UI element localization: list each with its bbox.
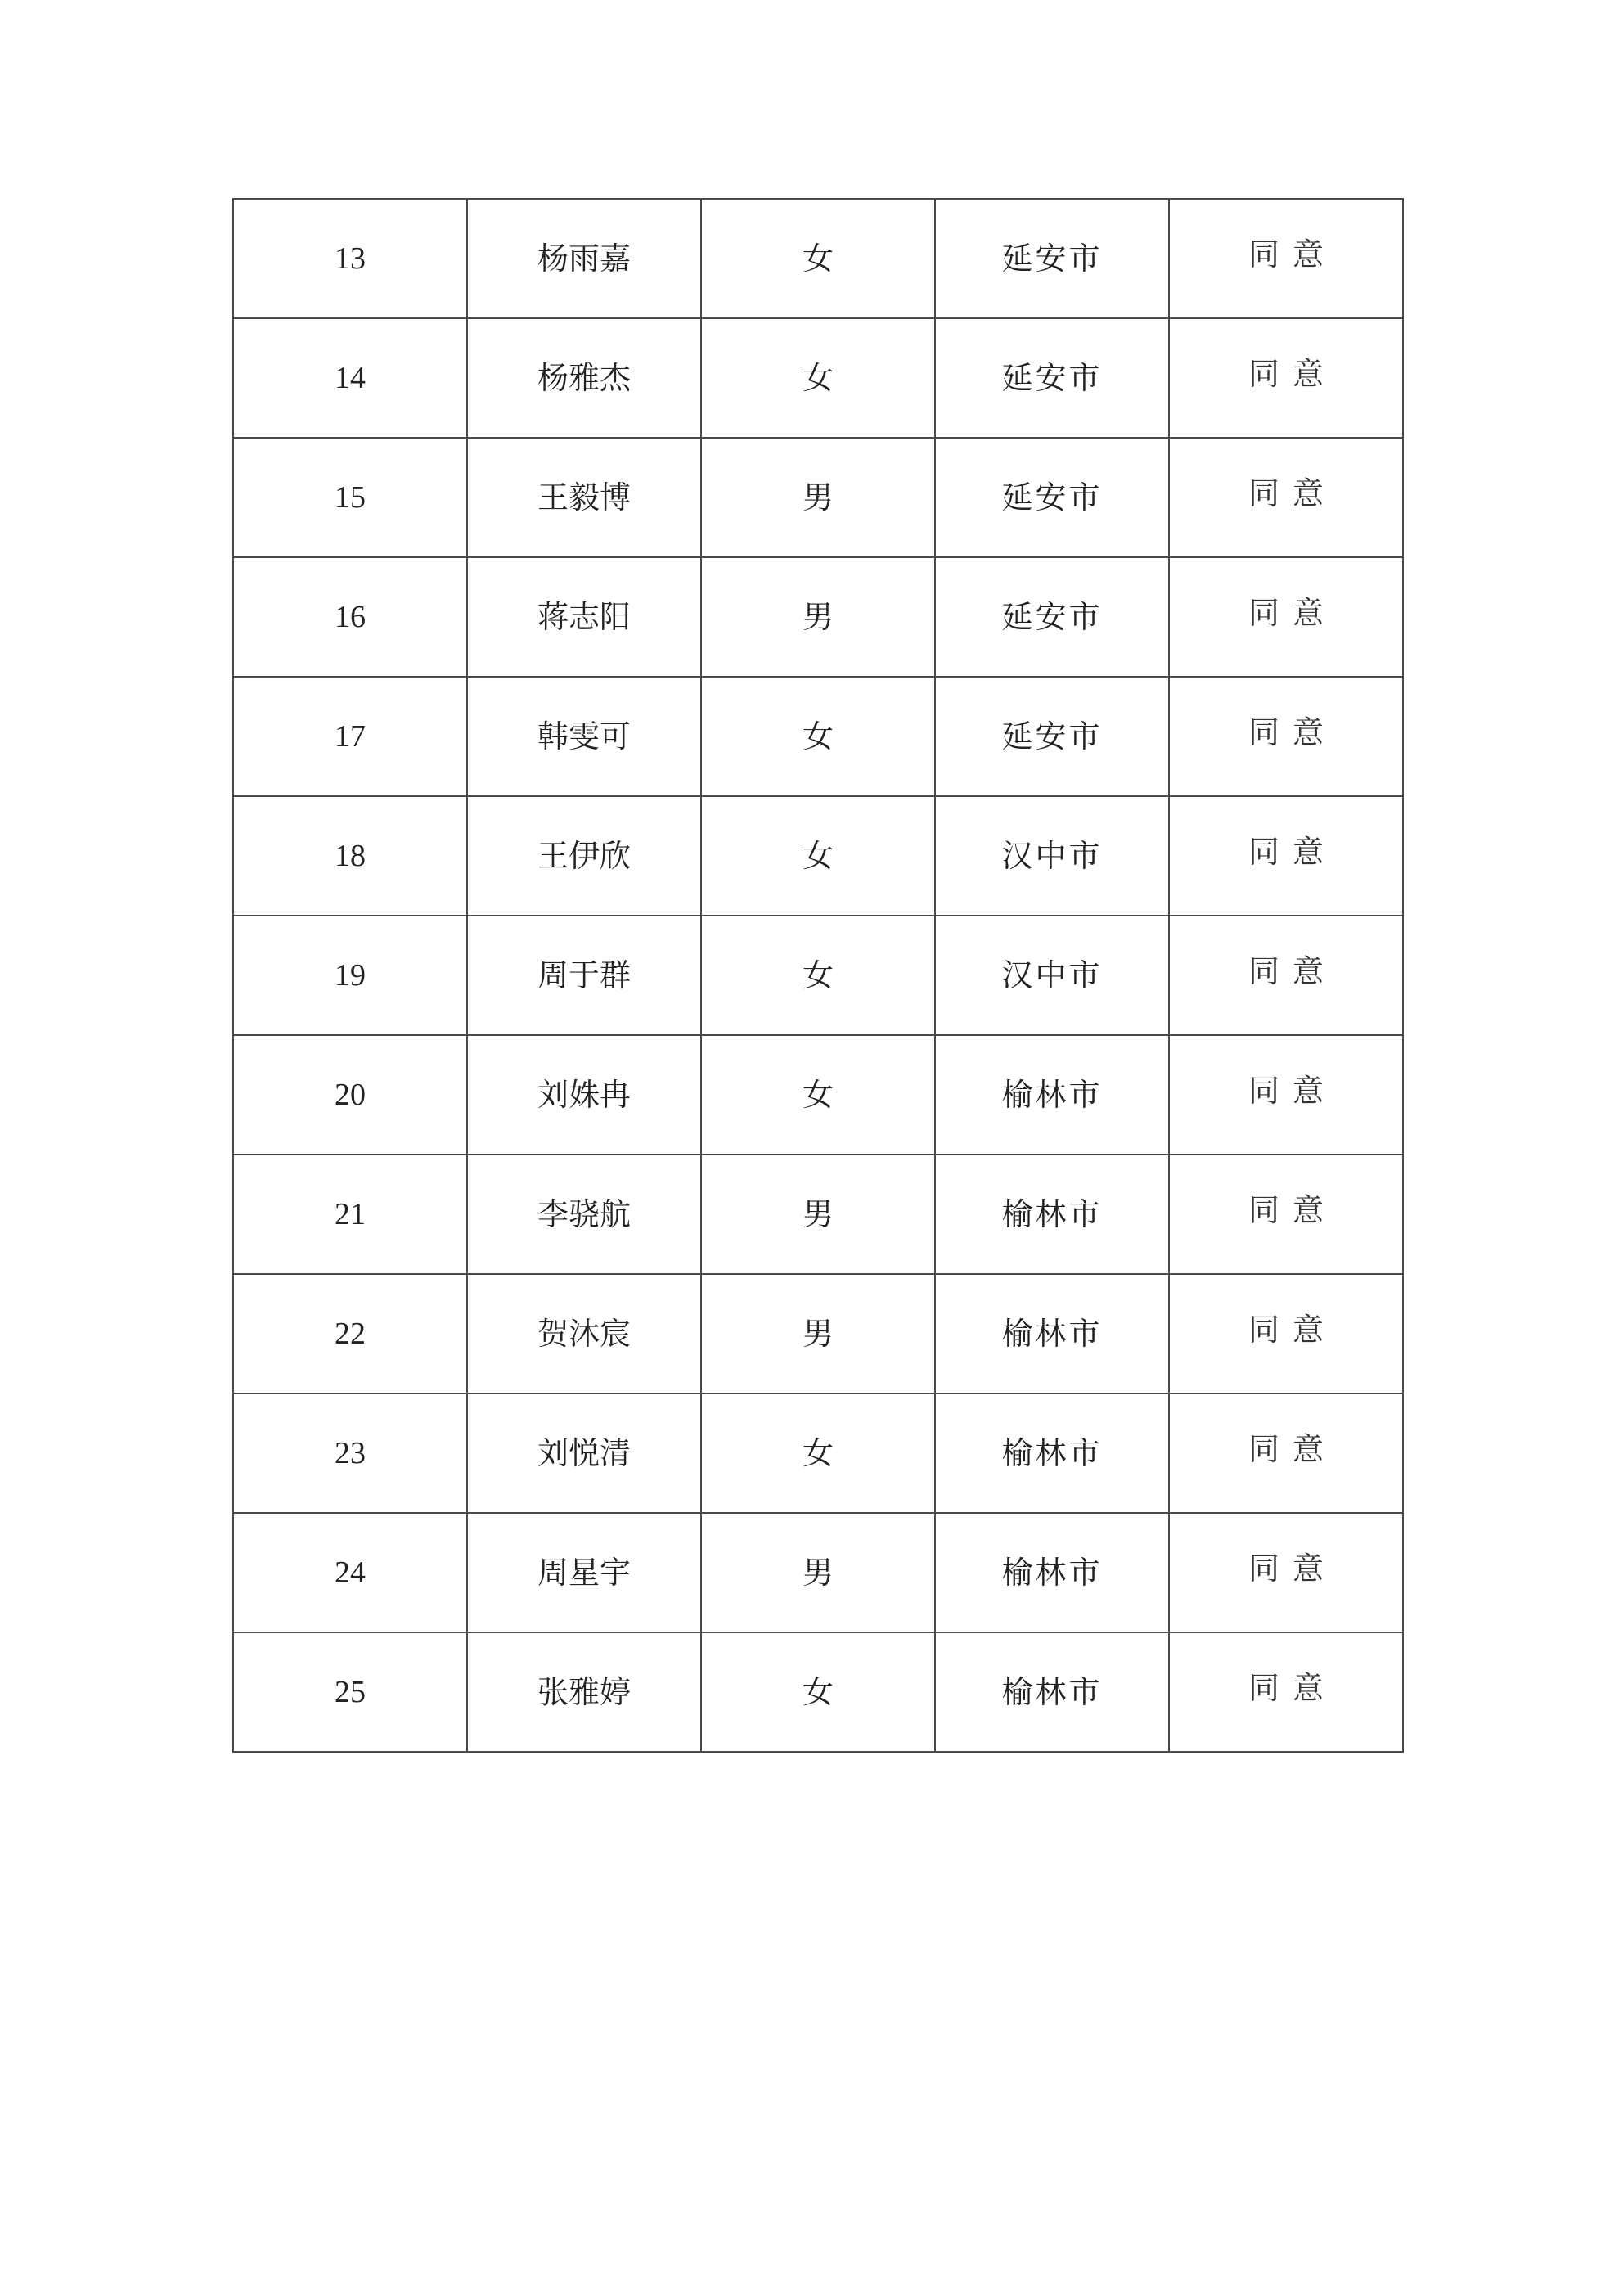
name-cell: 刘姝冉	[467, 1035, 701, 1155]
table-row	[233, 1274, 1403, 1393]
status-cell	[1169, 557, 1403, 677]
city-cell: 延安市	[935, 199, 1169, 318]
city-cell: 榆林市	[935, 1632, 1169, 1752]
table-row	[233, 796, 1403, 916]
row-number-cell: 21	[233, 1155, 467, 1274]
gender-cell: 女	[701, 1035, 935, 1155]
status-cell	[1169, 438, 1403, 557]
status-text: 同意	[1248, 475, 1337, 511]
row-number-cell: 24	[233, 1513, 467, 1632]
status-text: 同意	[1248, 236, 1337, 272]
city-cell: 榆林市	[935, 1155, 1169, 1274]
city-cell: 延安市	[935, 438, 1169, 557]
name-cell: 李骁航	[467, 1155, 701, 1274]
gender-cell: 男	[701, 1155, 935, 1274]
status-cell	[1169, 1393, 1403, 1513]
table-row	[233, 318, 1403, 438]
gender-cell: 女	[701, 677, 935, 796]
row-number-cell: 20	[233, 1035, 467, 1155]
name-cell: 张雅婷	[467, 1632, 701, 1752]
row-number-cell: 22	[233, 1274, 467, 1393]
status-text: 同意	[1248, 1192, 1337, 1228]
name-cell: 刘悦清	[467, 1393, 701, 1513]
status-cell	[1169, 318, 1403, 438]
status-text: 同意	[1248, 1073, 1337, 1109]
table-row	[233, 1393, 1403, 1513]
status-cell	[1169, 1513, 1403, 1632]
gender-cell: 男	[701, 438, 935, 557]
status-text: 同意	[1248, 953, 1337, 989]
city-cell: 榆林市	[935, 1513, 1169, 1632]
status-cell	[1169, 1632, 1403, 1752]
table-row	[233, 1632, 1403, 1752]
table-row	[233, 916, 1403, 1035]
roster-table-body	[233, 199, 1403, 1752]
row-number-cell: 17	[233, 677, 467, 796]
name-cell: 韩雯可	[467, 677, 701, 796]
name-cell: 王毅博	[467, 438, 701, 557]
name-cell: 杨雅杰	[467, 318, 701, 438]
status-cell	[1169, 1155, 1403, 1274]
gender-cell: 女	[701, 1632, 935, 1752]
status-text: 同意	[1248, 356, 1337, 392]
status-text: 同意	[1248, 595, 1337, 631]
status-cell	[1169, 796, 1403, 916]
row-number-cell: 25	[233, 1632, 467, 1752]
status-text: 同意	[1248, 1670, 1337, 1706]
name-cell: 周于群	[467, 916, 701, 1035]
status-cell	[1169, 199, 1403, 318]
row-number-cell: 16	[233, 557, 467, 677]
table-row	[233, 199, 1403, 318]
status-cell	[1169, 1035, 1403, 1155]
status-text: 同意	[1248, 1551, 1337, 1587]
gender-cell: 女	[701, 796, 935, 916]
row-number-cell: 23	[233, 1393, 467, 1513]
table-row	[233, 677, 1403, 796]
status-text: 同意	[1248, 1431, 1337, 1467]
row-number-cell: 19	[233, 916, 467, 1035]
name-cell: 蒋志阳	[467, 557, 701, 677]
city-cell: 延安市	[935, 318, 1169, 438]
gender-cell: 男	[701, 1274, 935, 1393]
city-cell: 汉中市	[935, 916, 1169, 1035]
name-cell: 周星宇	[467, 1513, 701, 1632]
city-cell: 汉中市	[935, 796, 1169, 916]
table-row	[233, 1513, 1403, 1632]
gender-cell: 男	[701, 1513, 935, 1632]
row-number-cell: 15	[233, 438, 467, 557]
row-number-cell: 13	[233, 199, 467, 318]
gender-cell: 女	[701, 199, 935, 318]
name-cell: 贺沐宸	[467, 1274, 701, 1393]
gender-cell: 男	[701, 557, 935, 677]
name-cell: 杨雨嘉	[467, 199, 701, 318]
status-cell	[1169, 1274, 1403, 1393]
table-row	[233, 438, 1403, 557]
table-row	[233, 1035, 1403, 1155]
city-cell: 延安市	[935, 677, 1169, 796]
roster-table	[232, 198, 1404, 1753]
table-row	[233, 1155, 1403, 1274]
city-cell: 延安市	[935, 557, 1169, 677]
name-cell: 王伊欣	[467, 796, 701, 916]
row-number-cell: 14	[233, 318, 467, 438]
gender-cell: 女	[701, 318, 935, 438]
city-cell: 榆林市	[935, 1274, 1169, 1393]
gender-cell: 女	[701, 1393, 935, 1513]
row-number-cell: 18	[233, 796, 467, 916]
status-cell	[1169, 916, 1403, 1035]
city-cell: 榆林市	[935, 1035, 1169, 1155]
status-text: 同意	[1248, 714, 1337, 750]
status-cell	[1169, 677, 1403, 796]
status-text: 同意	[1248, 834, 1337, 870]
table-row	[233, 557, 1403, 677]
status-text: 同意	[1248, 1312, 1337, 1348]
gender-cell: 女	[701, 916, 935, 1035]
city-cell: 榆林市	[935, 1393, 1169, 1513]
